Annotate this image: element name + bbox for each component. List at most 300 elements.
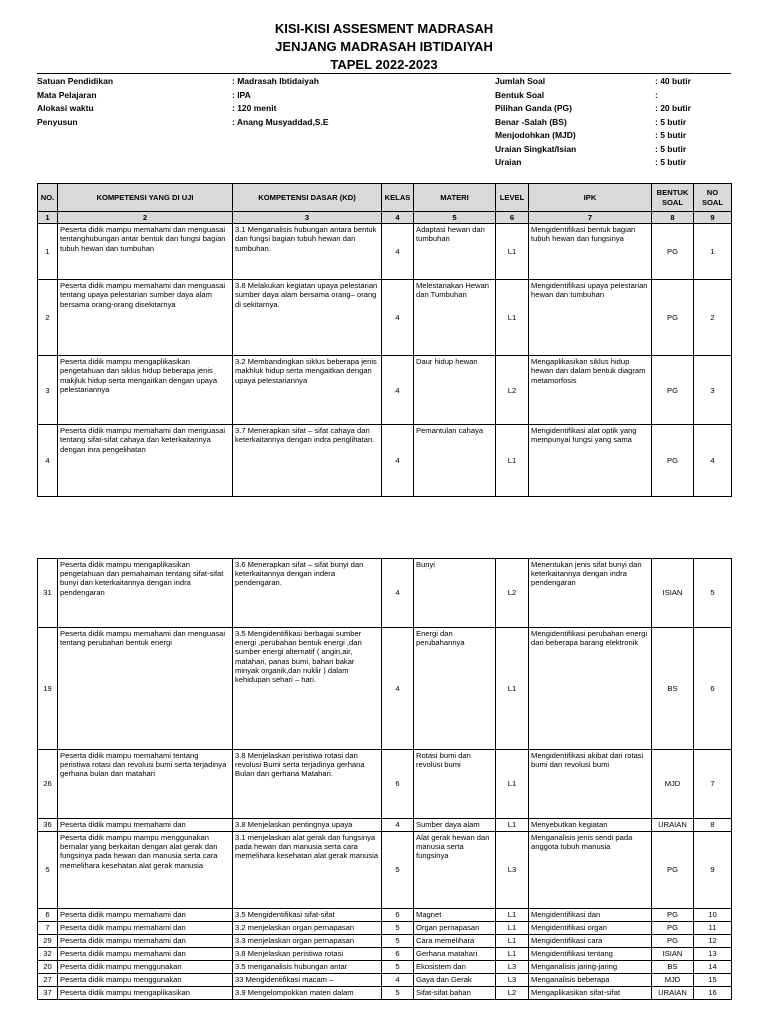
cell-level-text: L3 [507,975,517,985]
cell-level-text: L3 [507,962,517,972]
cell-materi [414,974,496,987]
cell-nosoal-text: 7 [710,779,715,789]
cell-materi [414,987,496,1000]
cell-materi [414,922,496,935]
cell-kelas-text: 6 [395,949,400,959]
cell-nosoal [694,987,732,1000]
cell-level-text: L1 [507,313,517,323]
cell-kompetensi [58,974,233,987]
cell-no-text: 2 [45,313,50,323]
cell-nosoal [694,922,732,935]
header-ipk: IPK [529,184,652,212]
cell-ipk [529,974,652,987]
cell-no-text: 37 [43,988,52,998]
cell-level-text: L1 [507,456,517,466]
table-row [38,832,732,909]
cell-kompetensi [58,425,233,497]
cell-nosoal-text: 12 [708,936,717,946]
cell-kd [233,948,382,961]
cell-kelas [382,832,414,909]
cell-nosoal [694,819,732,832]
cell-materi [414,224,496,280]
cell-level [496,628,529,750]
cell-kd [233,819,382,832]
cell-level-text: L2 [507,988,517,998]
cell-materi [414,559,496,628]
cell-bentuk [652,628,694,750]
cell-bentuk-text: BS [667,683,678,693]
cell-kompetensi [58,948,233,961]
header-number: 2 [58,212,233,224]
info-value: : IPA [232,89,251,100]
cell-bentuk-text: PG [667,456,678,466]
cell-nosoal [694,909,732,922]
cell-kelas-text: 4 [395,820,400,830]
cell-kompetensi [58,961,233,974]
cell-ipk [529,922,652,935]
document-subtitle-year: TAPEL 2022-2023 [330,57,438,72]
cell-materi [414,961,496,974]
cell-kelas-text: 5 [395,962,400,972]
table-row [38,948,732,961]
cell-bentuk-text: BS [667,962,678,972]
cell-bentuk [652,280,694,356]
cell-no [38,909,58,922]
info-label: Uraian [495,157,522,167]
cell-materi-text: Rotasi bumi dan revolusi bumi [416,751,471,770]
header-kompetensi: KOMPETENSI YANG DI UJI [58,184,233,212]
cell-ipk [529,987,652,1000]
table-row [38,425,732,497]
cell-kompetensi-text: Peserta didik mampu memahami dan menguasai tentang perubahan bentuk energi [60,629,226,648]
info-label: Alokasi waktu [37,103,94,113]
cell-materi-text: Energi dan perubahannya [416,629,465,648]
cell-level-text: L1 [507,247,517,257]
cell-nosoal-text: 14 [708,962,717,972]
info-value: : Anang Musyaddad,S.E [232,116,329,127]
cell-kompetensi-text: Peserta didik mampu mengaplikasikan pengetahuan dan siklus hidup beberapa jenis makjluk hidup serta mengaitkan dengan upaya pelestariannya [60,357,218,394]
cell-ipk-text: Mengidentifikasi bentuk bagian tubuh hewan dan fungsinya [531,225,636,244]
cell-level [496,987,529,1000]
cell-kelas-text: 5 [395,923,400,933]
cell-level-text: L1 [507,949,517,959]
cell-bentuk [652,356,694,425]
cell-level-text: L1 [507,683,517,693]
cell-ipk [529,935,652,948]
cell-kelas-text: 4 [395,588,400,598]
cell-kd-text: 3.8 Melakukan kegiatan upaya pelestarian sumber daya alam bersama orang– orang di sekitarnya. [235,281,378,309]
cell-no [38,559,58,628]
cell-kd [233,922,382,935]
cell-materi-text: Sumber daya alam [416,820,480,829]
cell-nosoal [694,280,732,356]
cell-kelas [382,948,414,961]
cell-bentuk-text: PG [667,865,678,875]
cell-nosoal-text: 2 [710,313,715,323]
cell-kelas-text: 5 [395,936,400,946]
cell-ipk-text: Menyebutkan kegiatan [531,820,608,829]
cell-ipk [529,819,652,832]
cell-kelas-text: 4 [395,313,400,323]
table-row [38,961,732,974]
cell-bentuk [652,974,694,987]
cell-ipk [529,909,652,922]
cell-bentuk-text: ISIAN [662,588,683,598]
cell-nosoal-text: 16 [708,988,717,998]
cell-kompetensi-text: Peserta didik mampu memahami dan [60,923,186,932]
cell-materi-text: Gaya dan Gerak [416,975,472,984]
header-number: 4 [382,212,414,224]
cell-kelas [382,819,414,832]
cell-level [496,356,529,425]
table-row [38,987,732,1000]
cell-no [38,961,58,974]
cell-materi-text: Alat gerak hewan dan manusia serta fungsinya [416,833,490,861]
cell-bentuk [652,948,694,961]
cell-nosoal [694,974,732,987]
cell-bentuk [652,224,694,280]
cell-materi-text: Cara memelihara [416,936,475,945]
header-number: 5 [414,212,496,224]
cell-level-text: L1 [507,936,517,946]
cell-ipk [529,948,652,961]
cell-level-text: L1 [507,779,517,789]
cell-kelas-text: 4 [395,247,400,257]
cell-materi-text: Ekosistem dan [416,962,466,971]
info-label: Bentuk Soal [495,89,545,100]
cell-materi [414,948,496,961]
cell-kd [233,628,382,750]
cell-bentuk-text: URAIAN [658,988,687,998]
info-label: Menjodohkan (MJD) [495,130,576,140]
info-right-values [655,75,731,170]
cell-kelas [382,425,414,497]
cell-no-text: 20 [43,962,52,972]
cell-materi [414,832,496,909]
cell-kd [233,974,382,987]
kisi-kisi-table-page-1 [37,183,732,497]
header-number-row [38,212,732,224]
cell-kelas [382,987,414,1000]
cell-materi-text: Sifat-sifat bahan [416,988,471,997]
cell-kd [233,935,382,948]
cell-ipk [529,961,652,974]
table-row [38,922,732,935]
info-value: : 5 butir [655,130,687,140]
cell-ipk-text: Mengaplikasikan siklus hidup hewan dan dalam bentuk diagram metamorfosis [531,357,646,385]
table-row [38,559,732,628]
cell-kd [233,961,382,974]
cell-kelas-text: 5 [395,988,400,998]
cell-bentuk-text: URAIAN [658,820,687,830]
cell-nosoal [694,948,732,961]
cell-kelas-text: 6 [395,910,400,920]
cell-nosoal-text: 1 [710,247,715,257]
cell-materi-text: Daur hidup hewan [416,357,478,367]
cell-level [496,750,529,819]
cell-level-text: L1 [507,923,517,933]
cell-kompetensi-text: Peserta didik mampu memahami dan menguasai tentanghubungan antar bentuk dan fungsi bagian tubuh hewan dan tumbuhan [60,225,226,253]
cell-kelas [382,974,414,987]
cell-kelas [382,922,414,935]
cell-nosoal-text: 13 [708,949,717,959]
cell-kompetensi [58,628,233,750]
cell-kompetensi [58,559,233,628]
cell-bentuk [652,961,694,974]
cell-ipk-text: Mengidentifikasi alat optik yang mempunyai fungsi yang sama [531,426,637,445]
cell-kompetensi-text: Peserta didik mampu memahami dan [60,949,186,958]
cell-bentuk [652,909,694,922]
cell-materi [414,356,496,425]
cell-kd [233,832,382,909]
cell-kompetensi-text: Peserta didik mampu mengaplikasikan [60,988,191,997]
header-number: 6 [496,212,529,224]
info-value: : 20 butir [655,103,691,113]
cell-materi-text: Organ pernapasan [416,923,480,932]
cell-kompetensi [58,922,233,935]
cell-nosoal [694,628,732,750]
cell-nosoal [694,224,732,280]
cell-no [38,935,58,948]
cell-kelas-text: 4 [395,385,400,395]
cell-kompetensi [58,224,233,280]
cell-kd [233,280,382,356]
header-level: LEVEL [496,184,529,212]
cell-level [496,948,529,961]
cell-bentuk [652,750,694,819]
cell-kelas-text: 4 [395,683,400,693]
cell-kd-text: 3.5 Mengidentifikasi sifat-sifat [235,910,335,919]
cell-kompetensi-text: Peserta didik mampu mampu menggunakan bernalar yang berkaitan dengan alat gerak dan fungsinya pada hewan dan manusia serta cara memelihara kesehatan alat gerak manusia [60,833,218,870]
cell-ipk [529,356,652,425]
cell-kompetensi-text: Peserta didik mampu memahami tentang peristiwa rotasi dan revolusi bumi serta terjadinya gerhana bulan dan matahari [60,751,227,779]
header-number: 7 [529,212,652,224]
cell-no-text: 4 [45,456,50,466]
cell-kelas [382,356,414,425]
cell-kelas [382,961,414,974]
cell-kompetensi-text: Peserta didik mampu menggunakan [60,975,182,984]
cell-kd [233,909,382,922]
cell-kd [233,750,382,819]
cell-ipk-text: Mengaplikasikan sifat-sifat [531,988,621,997]
cell-no [38,948,58,961]
cell-kompetensi-text: Peserta didik mampu memahami dan [60,910,186,919]
info-label: Pilihan Ganda (PG) [495,103,572,113]
cell-kelas-text: 5 [395,865,400,875]
cell-no [38,987,58,1000]
cell-ipk [529,628,652,750]
document-subtitle-level: JENJANG MADRASAH IBTIDAIYAH [275,39,493,54]
cell-level-text: L2 [507,588,517,598]
cell-ipk [529,280,652,356]
header-number: 1 [38,212,58,224]
cell-materi [414,935,496,948]
info-left-labels [37,75,227,129]
table-row [38,909,732,922]
table-row [38,750,732,819]
info-label: Penyusun [37,116,78,127]
cell-no [38,224,58,280]
cell-kelas-text: 4 [395,975,400,985]
cell-nosoal-text: 15 [708,975,717,985]
cell-kompetensi-text: Peserta didik mampu memahami dan menguasai tentang upaya pelestarian sumber daya alam bersama orang-orang disekitarnya [60,281,226,309]
info-left-values [232,75,482,129]
cell-bentuk [652,935,694,948]
cell-ipk-text: Mengidentifikasi dan [531,910,601,919]
cell-bentuk-text: MJD [664,975,681,985]
info-value: : 5 butir [655,157,687,167]
info-label: Mata Pelajaran [37,89,97,100]
cell-level [496,974,529,987]
cell-no-text: 31 [43,588,52,598]
cell-kompetensi [58,356,233,425]
cell-ipk [529,559,652,628]
cell-no [38,356,58,425]
cell-ipk-text: Menganalisis jenis sendi pada anggota tubuh manusia [531,833,633,852]
cell-kd-text: 3.8 Menjelaskan peristiwa rotasi [235,949,344,958]
cell-kd [233,224,382,280]
cell-no [38,832,58,909]
cell-kd-text: 3.8 Menjelaskan pentingnya upaya [235,820,353,829]
cell-kompetensi-text: Peserta didik mampu menggunakan [60,962,182,971]
header-number: 9 [694,212,732,224]
cell-level [496,559,529,628]
cell-bentuk [652,922,694,935]
cell-kd-text: 3.1 Menganalisis hubungan antara bentuk dan fungsi bagian tubuh hewan dan tumbuhan. [235,225,377,253]
cell-ipk-text: Mengidentifikasi upaya pelestarian hewan dan tumbuhan [531,281,648,300]
cell-level [496,961,529,974]
table-header-row [38,184,732,212]
cell-no [38,425,58,497]
cell-kelas [382,280,414,356]
cell-kd [233,425,382,497]
cell-nosoal [694,750,732,819]
cell-no-text: 7 [45,923,50,933]
cell-nosoal [694,832,732,909]
cell-nosoal-text: 4 [710,456,715,466]
cell-no-text: 27 [43,975,52,985]
cell-no-text: 26 [43,779,52,789]
info-right-labels [495,75,650,170]
cell-kompetensi-text: Peserta didik mampu memahami dan [60,936,186,945]
cell-kompetensi [58,819,233,832]
cell-level-text: L2 [507,385,517,395]
table-row [38,356,732,425]
cell-materi [414,750,496,819]
cell-kd-text: 3.9 Mengelompokkan materi dalam [235,988,354,997]
header-no-soal: NO SOAL [694,184,732,212]
cell-kd-text: 3.5 Mengidentifikasi berbagai sumber energi ,perubahan bentuk energi ,dan sumber energi alternatif ( angin,air, matahari, panas bumi, bahan bakar minyak organik,dan nuklir ) dalam kehidupan sehari – hari. [235,629,362,685]
cell-nosoal-text: 9 [710,865,715,875]
table-row [38,819,732,832]
cell-level [496,425,529,497]
cell-kompetensi-text: Peserta didik mampu memahami dan menguasai tentang sifat-sifat cahaya dan keterkaitannya dengan inra pengelihatan [60,426,226,454]
cell-no [38,819,58,832]
cell-bentuk-text: PG [667,910,678,920]
cell-level [496,280,529,356]
cell-bentuk [652,425,694,497]
cell-ipk [529,425,652,497]
cell-ipk [529,750,652,819]
cell-materi-text: Bunyi [416,560,435,569]
cell-level [496,922,529,935]
cell-bentuk-text: PG [667,923,678,933]
cell-kelas [382,559,414,628]
cell-level-text: L1 [507,910,517,920]
cell-nosoal [694,356,732,425]
cell-no-text: 36 [43,820,52,830]
cell-ipk-text: Menganalisis jaring-jaring [531,962,618,971]
cell-nosoal-text: 6 [710,683,715,693]
cell-level-text: L1 [507,820,517,830]
cell-level [496,832,529,909]
cell-nosoal-text: 5 [710,588,715,598]
table-row [38,935,732,948]
cell-kd-text: 3.6 Menerapkan sifat – sifat bunyi dan keterkaitannya dengan indera pendengaran. [235,560,364,588]
cell-kd [233,356,382,425]
cell-kompetensi-text: Peserta didik mampu mengaplikasikan pengetahuan dan pemahaman tentang sifat-sifat bunyi dan keterkaitannya dengan indra pendengaran [60,560,224,597]
cell-nosoal [694,559,732,628]
cell-no-text: 1 [45,247,50,257]
cell-kompetensi [58,909,233,922]
info-label: Uraian Singkat/Isian [495,143,577,154]
cell-ipk-text: Mengidentifikasi organ [531,923,607,932]
cell-materi-text: Magnet [416,910,442,919]
info-value: : 5 butir [655,143,687,154]
cell-bentuk-text: PG [667,313,678,323]
cell-bentuk-text: PG [667,385,678,395]
cell-kompetensi [58,832,233,909]
cell-kd-text: 33 Mengidentifikasi macam – [235,975,334,984]
info-value: : [655,89,658,100]
cell-bentuk [652,559,694,628]
header-no: NO. [38,184,58,212]
cell-level [496,819,529,832]
header-number: 8 [652,212,694,224]
cell-materi-text: Pemantulan cahaya [416,426,484,436]
title-divider [37,73,731,74]
cell-kd-text: 3.5 menganalisis hubungan antar [235,962,348,971]
info-value: : 40 butir [655,76,691,86]
cell-no [38,922,58,935]
cell-kelas-text: 6 [395,779,400,789]
cell-materi [414,425,496,497]
cell-kompetensi [58,935,233,948]
info-value: : Madrasah Ibtidaiyah [232,76,319,86]
header-materi: MATERI [414,184,496,212]
cell-materi-text: Melestariakan Hewan dan Tumbuhan [416,281,490,300]
table-row [38,280,732,356]
cell-nosoal [694,935,732,948]
cell-kd-text: 3.2 menjelaskan organ pernapasan [235,923,355,932]
cell-kd-text: 3.7 Menerapkan sifat – sifat cahaya dan keterkaitannya dengan indra penglihatan. [235,426,375,445]
info-label: Benar -Salah (BS) [495,116,567,127]
cell-ipk-text: Mengidentifikasi akibat dari rotasi bumi dan revolusi bumi [531,751,644,770]
cell-kompetensi [58,750,233,819]
cell-materi [414,819,496,832]
cell-bentuk-text: PG [667,247,678,257]
cell-no-text: 32 [43,949,52,959]
table-row [38,628,732,750]
cell-level-text: L3 [507,865,517,875]
cell-nosoal [694,425,732,497]
cell-bentuk-text: MJD [664,779,681,789]
cell-no [38,974,58,987]
cell-nosoal-text: 8 [710,820,715,830]
cell-level [496,909,529,922]
table-row [38,224,732,280]
cell-kd-text: 3.1 menjelaskan alat gerak dan fungsinya pada hewan dan manusia serta cara memelihara kesehatan alat gerak manusia [235,833,379,861]
